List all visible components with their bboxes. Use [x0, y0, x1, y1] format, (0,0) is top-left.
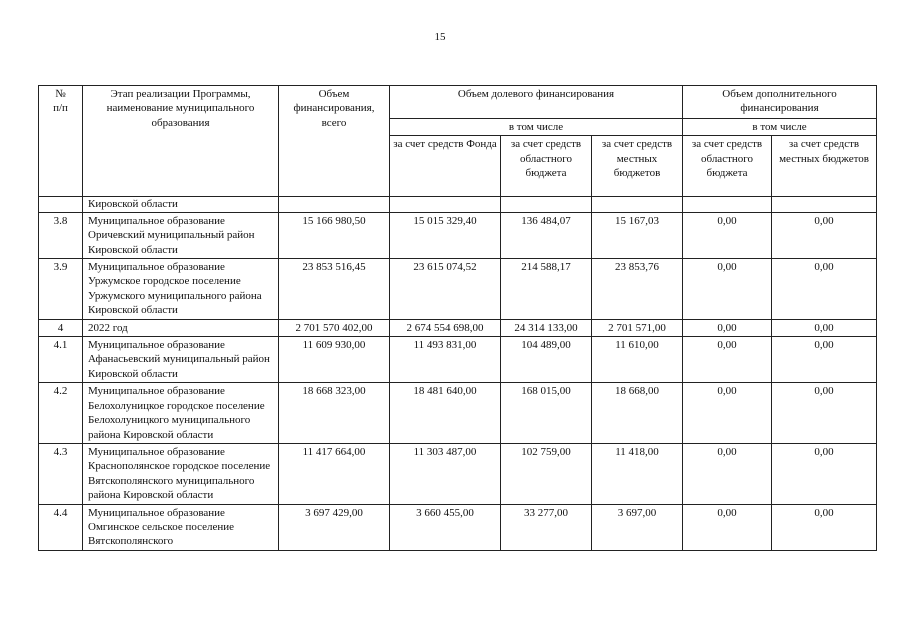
table-row — [39, 212, 877, 258]
row-total: 11 417 664,00 — [279, 443, 390, 504]
table-row — [39, 443, 877, 504]
row-fund: 18 481 640,00 — [390, 383, 501, 444]
row-total: 18 668 323,00 — [279, 383, 390, 444]
row-regional: 168 015,00 — [501, 383, 592, 444]
row-add-local: 0,00 — [772, 383, 877, 444]
row-local: 11 418,00 — [592, 443, 683, 504]
table-row — [39, 319, 877, 336]
row-name: Муниципальное образование Омгинское сельское поселение Вятскополянского — [83, 504, 279, 550]
row-local: 15 167,03 — [592, 212, 683, 258]
page-number: 15 — [434, 31, 446, 43]
continuation-row — [39, 197, 877, 212]
row-total: 11 609 930,00 — [279, 337, 390, 383]
row-number: 3.8 — [39, 212, 83, 258]
row-regional: 214 588,17 — [501, 259, 592, 320]
row-fund: 11 303 487,00 — [390, 443, 501, 504]
row-number: 4.1 — [39, 337, 83, 383]
row-add-local: 0,00 — [772, 443, 877, 504]
row-number: 3.9 — [39, 259, 83, 320]
row-add-regional: 0,00 — [683, 383, 772, 444]
header-incl-shared: в том числе — [390, 119, 683, 136]
row-regional: 24 314 133,00 — [501, 319, 592, 336]
row-fund: 15 015 329,40 — [390, 212, 501, 258]
row-fund: 11 493 831,00 — [390, 337, 501, 383]
header-local: за счет средств местных бюджетов — [592, 136, 683, 197]
row-add-regional: 0,00 — [683, 337, 772, 383]
header-additional: Объем дополнительного финансирования — [683, 86, 877, 119]
header-add-local: за счет средств местных бюджетов — [772, 136, 877, 197]
row-number: 4 — [39, 319, 83, 336]
row-regional: 33 277,00 — [501, 504, 592, 550]
row-add-regional: 0,00 — [683, 504, 772, 550]
row-number: 4.4 — [39, 504, 83, 550]
row-total: 23 853 516,45 — [279, 259, 390, 320]
table-row — [39, 259, 877, 320]
header-no: № п/п — [39, 86, 83, 197]
financing-table — [38, 85, 877, 551]
row-name: Муниципальное образование Афанасьевский муниципальный район Кировской области — [83, 337, 279, 383]
row-add-local: 0,00 — [772, 504, 877, 550]
row-number: 4.3 — [39, 443, 83, 504]
row-add-regional: 0,00 — [683, 319, 772, 336]
table-row — [39, 504, 877, 550]
row-add-regional: 0,00 — [683, 212, 772, 258]
row-add-local: 0,00 — [772, 259, 877, 320]
header-incl-additional: в том числе — [683, 119, 877, 136]
table-row — [39, 337, 877, 383]
table-row — [39, 383, 877, 444]
header-fund: за счет средств Фонда — [390, 136, 501, 197]
row-name: Муниципальное образование Оричевский муниципальный район Кировской области — [83, 212, 279, 258]
header-total: Объем финансирования, всего — [279, 86, 390, 197]
row-fund: 2 674 554 698,00 — [390, 319, 501, 336]
row-name: Муниципальное образование Краснополянское городское поселение Вятскополянского муниципального района Кировской области — [83, 443, 279, 504]
row-add-local: 0,00 — [772, 319, 877, 336]
row-fund: 23 615 074,52 — [390, 259, 501, 320]
row-regional: 102 759,00 — [501, 443, 592, 504]
row-add-local: 0,00 — [772, 212, 877, 258]
row-regional: 136 484,07 — [501, 212, 592, 258]
row-add-regional: 0,00 — [683, 443, 772, 504]
row-name: Муниципальное образование Белохолуницкое городское поселение Белохолуницкого муниципального района Кировской области — [83, 383, 279, 444]
row-local: 3 697,00 — [592, 504, 683, 550]
row-local: 23 853,76 — [592, 259, 683, 320]
row-local: 2 701 571,00 — [592, 319, 683, 336]
header-regional: за счет средств областного бюджета — [501, 136, 592, 197]
row-name: 2022 год — [83, 319, 279, 336]
continuation-text: Кировской области — [83, 197, 279, 212]
row-regional: 104 489,00 — [501, 337, 592, 383]
row-add-local: 0,00 — [772, 337, 877, 383]
row-local: 18 668,00 — [592, 383, 683, 444]
row-add-regional: 0,00 — [683, 259, 772, 320]
row-name: Муниципальное образование Уржумское городское поселение Уржумского муниципального района Кировской области — [83, 259, 279, 320]
row-fund: 3 660 455,00 — [390, 504, 501, 550]
row-local: 11 610,00 — [592, 337, 683, 383]
row-total: 15 166 980,50 — [279, 212, 390, 258]
header-stage: Этап реализации Программы, наименование муниципального образования — [83, 86, 279, 197]
header-shared: Объем долевого финансирования — [390, 86, 683, 119]
row-number: 4.2 — [39, 383, 83, 444]
row-total: 3 697 429,00 — [279, 504, 390, 550]
header-add-regional: за счет средств областного бюджета — [683, 136, 772, 197]
row-total: 2 701 570 402,00 — [279, 319, 390, 336]
